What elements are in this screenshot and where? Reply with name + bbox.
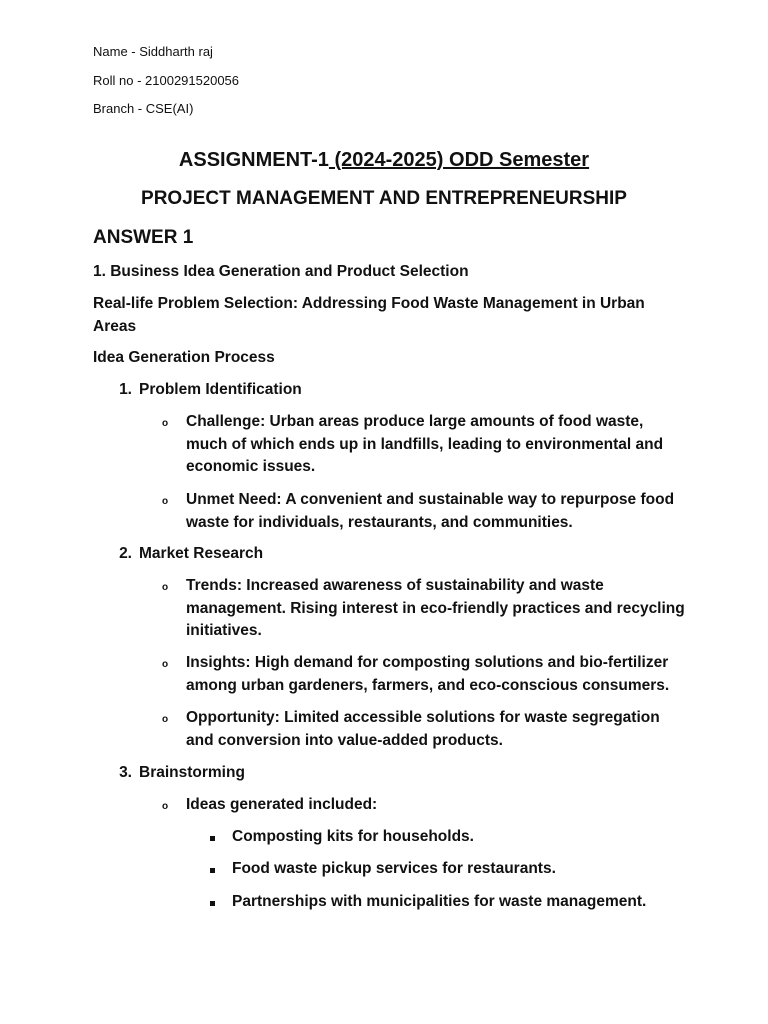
list-item: Opportunity: Limited accessible solutions for waste segregation and conversion into value-added products. [186,709,660,749]
student-name: Name - Siddharth raj [93,44,213,59]
process-heading: Idea Generation Process [93,349,275,366]
circle-bullet-icon: o [162,801,169,812]
sub-list-item: Partnerships with municipalities for waste management. [232,893,647,910]
circle-bullet-icon: o [162,582,169,593]
sub-list-item: Composting kits for households. [232,828,474,845]
assignment-title-part1: ASSIGNMENT-1 [178,149,329,171]
course-title: PROJECT MANAGEMENT AND ENTREPRENEURSHIP [141,188,627,209]
assignment-title [0,148,768,172]
list-item: Insights: High demand for composting solutions and bio-fertilizer among urban gardeners, farmers, and eco-conscious consumers. [186,654,670,694]
square-bullet-icon [210,868,215,873]
circle-bullet-icon: o [162,418,169,429]
step-title: Problem Identification [139,381,302,398]
list-item: Trends: Increased awareness of sustainability and waste management. Rising interest in eco-friendly practices and recycling initiatives. [186,577,685,639]
problem-selection: Real-life Problem Selection: Addressing Food Waste Management in Urban Areas [93,295,645,335]
list-item: Ideas generated included: [186,796,378,813]
answer-heading: ANSWER 1 [93,227,194,248]
square-bullet-icon [210,836,215,841]
circle-bullet-icon: o [162,714,169,725]
branch: Branch - CSE(AI) [93,101,194,116]
roll-number: Roll no - 2100291520056 [93,73,240,88]
list-item: Challenge: Urban areas produce large amounts of food waste, much of which ends up in landfills, leading to environmental and economic issues. [186,413,664,475]
step-title: Brainstorming [139,764,245,781]
step-title: Market Research [139,545,264,562]
list-item: Unmet Need: A convenient and sustainable way to repurpose food waste for individuals, restaurants, and communities. [186,491,675,531]
assignment-title-part2: (2024-2025) ODD Semester [328,149,590,171]
step-number: 1. [119,381,132,398]
circle-bullet-icon: o [162,496,169,507]
circle-bullet-icon: o [162,659,169,670]
sub-list-item: Food waste pickup services for restaurants. [232,860,556,877]
step-number: 2. [119,545,132,562]
step-number: 3. [119,764,132,781]
square-bullet-icon [210,901,215,906]
section-heading: 1. Business Idea Generation and Product Selection [93,263,469,280]
